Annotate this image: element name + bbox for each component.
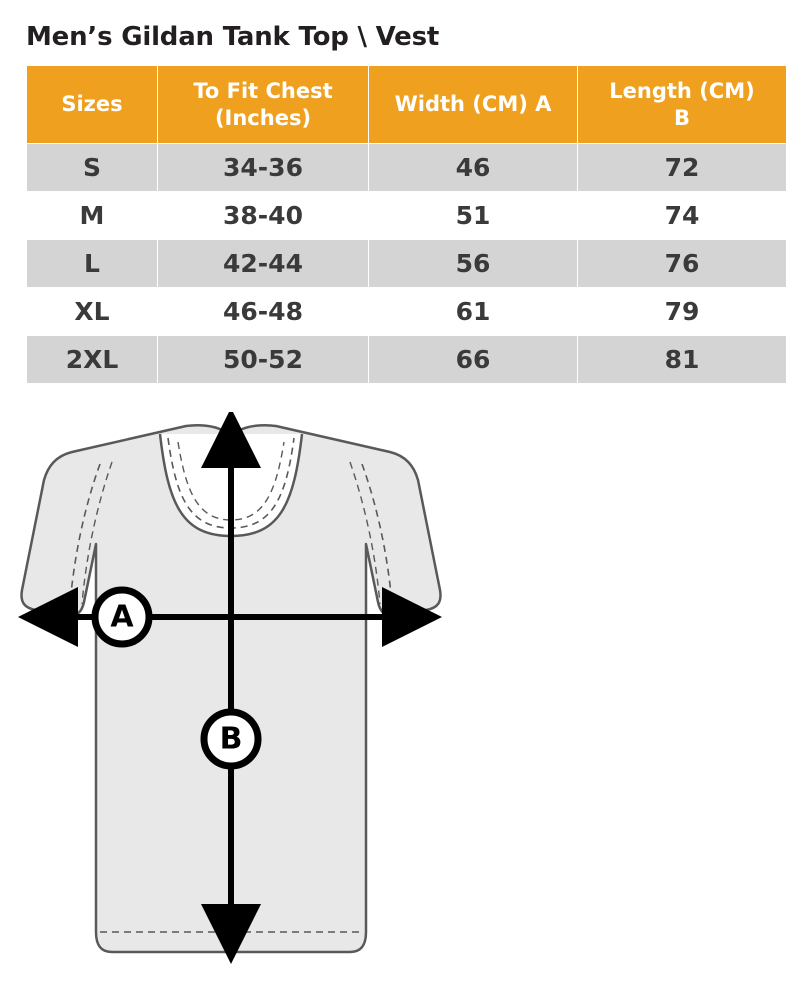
column-header-width [369,66,578,144]
cell-width: 61 [369,288,578,336]
table-row [27,240,787,288]
width-marker-a [95,590,149,644]
column-header-sizes-line1: Sizes [61,92,123,117]
column-header-width-line1: Width (CM) A [394,92,552,117]
cell-size: XL [27,288,158,336]
column-header-chest-line2: (Inches) [214,105,312,130]
cell-chest: 38-40 [158,192,369,240]
table-row [27,144,787,192]
cell-chest: 34-36 [158,144,369,192]
cell-chest: 46-48 [158,288,369,336]
width-marker-label: A [110,599,134,635]
table-header-row [27,66,787,144]
column-header-chest [158,66,369,144]
column-header-length-line1: Length (CM) [609,79,755,104]
cell-chest: 42-44 [158,240,369,288]
cell-width: 66 [369,336,578,384]
column-header-sizes [27,66,158,144]
column-header-length-line2: B [673,105,690,130]
cell-width: 51 [369,192,578,240]
tank-top-diagram [0,412,812,1000]
table-row [27,192,787,240]
cell-width: 46 [369,144,578,192]
cell-size: S [27,144,158,192]
cell-length: 72 [578,144,787,192]
cell-width: 56 [369,240,578,288]
table-row [27,336,787,384]
cell-chest: 50-52 [158,336,369,384]
column-header-length [578,66,787,144]
cell-length: 74 [578,192,787,240]
page-title: Men’s Gildan Tank Top \ Vest [26,22,440,52]
length-marker-label: B [219,721,243,757]
table-row [27,288,787,336]
length-marker-b [204,712,258,766]
cell-size: M [27,192,158,240]
column-header-chest-line1: To Fit Chest [193,79,333,104]
cell-length: 76 [578,240,787,288]
cell-size: L [27,240,158,288]
size-chart-table [26,65,787,384]
cell-length: 79 [578,288,787,336]
cell-size: 2XL [27,336,158,384]
cell-length: 81 [578,336,787,384]
